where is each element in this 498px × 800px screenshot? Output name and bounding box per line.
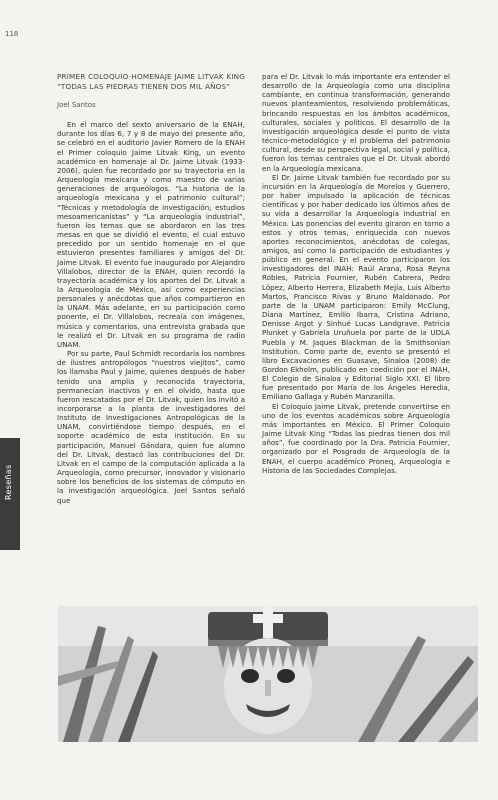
right-column: [262, 72, 450, 475]
body-paragraph: En el marco del sexto aniversario de la ENAH, durante los días 6, 7 y 8 de mayo del presente año, se celebró en el auditorio Javier Romero de la ENAH el Primer coloquio Jaime Litvak King, un evento académico en homenaje al Dr. Jaime Litvak (1933-2006), quien fue recordado por su trayectoria en la Arqueología mexicana y como maestro de varias generaciones de arqueólogos. “La historia de la arqueología mexicana y el patrimonio cultural”; “Técnicas y metodología de investigación; estudios mesoamericanistas” y “La arqueología industrial”, fueron los temas que se abordaron en las tres mesas en que se dividió el evento, el cual estuvo precedido por un sentido homenaje en el que estuvieron presentes familiares y amigos del Dr. Jaime Litvak. El evento fue inaugurado por Alejandro Villalobos, director de la ENAH, quien recordó la trayectoria académica y los aportes del Dr. Litvak a la Arqueología de México, así como experiencias personales y anécdotas que años compartieron en la UNAM. Más adelante, en su participación como ponente, el Dr. Villalobos, recreaía con imágenes, música y comentarios, una entrevista grabada que le realizó el Dr. Litvak en su programa de radio UNAM.: [57, 120, 245, 349]
article-author: Joel Santos: [57, 101, 96, 109]
left-column: [57, 72, 245, 505]
masked-dancer-photo: [58, 606, 478, 742]
photo-illustration: [58, 606, 478, 742]
section-tab-label: Reseñas: [4, 464, 13, 500]
article-title: PRIMER COLOQUIO-HOMENAJE JAIME LITVAK KING “TODAS LAS PIEDRAS TIENEN DOS MIL AÑOS”: [57, 72, 245, 91]
body-paragraph: para el Dr. Litvak lo más importante era entender el desarrollo de la Arqueología como una disciplina cambiante, en continua transformación, generando nuevos planteamientos, resolviendo problemáticas, brincando respuestas en los ámbitos académicos, culturales, sociales y políticos. El desarrollo de la investigación arqueológica desde el punto de vista técnico-metodológico y el problema del patrimonio cultural, desde su perspectiva legal, social y política, fueron los temas centrales que el Dr. Litvak abordó en la Arqueología mexicana.: [262, 72, 450, 173]
body-paragraph: El Dr. Jaime Litvak también fue recordado por su incursión en la Arqueología de Morelos y Guerrero, por haber impulsado la aplicación de técnicas científicas y por haber dedicado los últimos años de su vida a desarrollar la Arqueología industrial en México. Las ponencias del evento giraron en torno a estos y otros temas, enriquecida con nuevos aportes reconocimientos, anécdotas de colegas, amigos, así como la participación de estudiantes y público en general. En el evento participaron los investigadores del INAH: Raúl Arana, Rosa Reyna Robles, Patricia Fournier, Rubén Cabrera, Pedro López, Alberto Herrera, Elizabeth Mejía, Luis Alberto Martos, Francisco Rivas y Bruno Maldonado. Por parte de la UNAM participaron: Emily McClung, Diana Martínez, Emilio Ibarra, Cristina Adriano, Denisse Argot y Sinhué Lucas Landgrave. Patricia Plunket y Gabriela Uruñuela por parte de la UDLA Puebla y M. Jaques Blackman de la Smithsonian Institution. Como parte de, evento se presentó el libro Excavaciones en Guasave, Sinaloa (2008) de Gordon Ekholm, publicado en coedición por el INAH, El Colegio de Sinaloa y Editorial Siglo XXI. El libro fue presentado por María de los Ángeles Heredia, Emiliano Gallaga y Rubén Manzanilla.: [262, 172, 450, 402]
page-number: 118: [5, 30, 19, 38]
body-paragraph: Por su parte, Paul Schmidt recordaría los nombres de ilustres antropólogos “nuestros viejitos”, como los llamaba Paul y Jaime, quienes después de haber tenido una amplia y reconocida trayectoria, permanecían inactivos y en el olvido, hasta que fueron rescatados por el Dr. Litvak, quien los invitó a incorporarse a la planta de investigadores del Instituto de Investigaciones Antropológicas de la UNAM, convirtiéndose tiempo después, en el soporte académico de esta institución. En su participación, Manuel Gándara, quien fue alumno del Dr. Litvak, destacó las contribuciones del Dr. Litvak en el campo de la computación aplicada a la Arqueología, como precursor, innovador y visionario sobre los beneficios de los sistemas de cómputo en la investigación arqueológica. Joel Santos señaló que: [57, 349, 245, 505]
body-paragraph: El Coloquio Jaime Litvak, pretende convertirse en uno de los eventos académicos sobre Arqueología más importantes en México. El Primer Coloquio Jaime Litvak King “Todas las piedras tienen dos mil años”, fue coordinado por la Dra. Patricia Fournier, organizado por el Posgrado de Arqueología de la ENAH, el cuerpo académico Proneq, Arqueología e Historia de las Sociedades Complejas.: [262, 401, 450, 475]
